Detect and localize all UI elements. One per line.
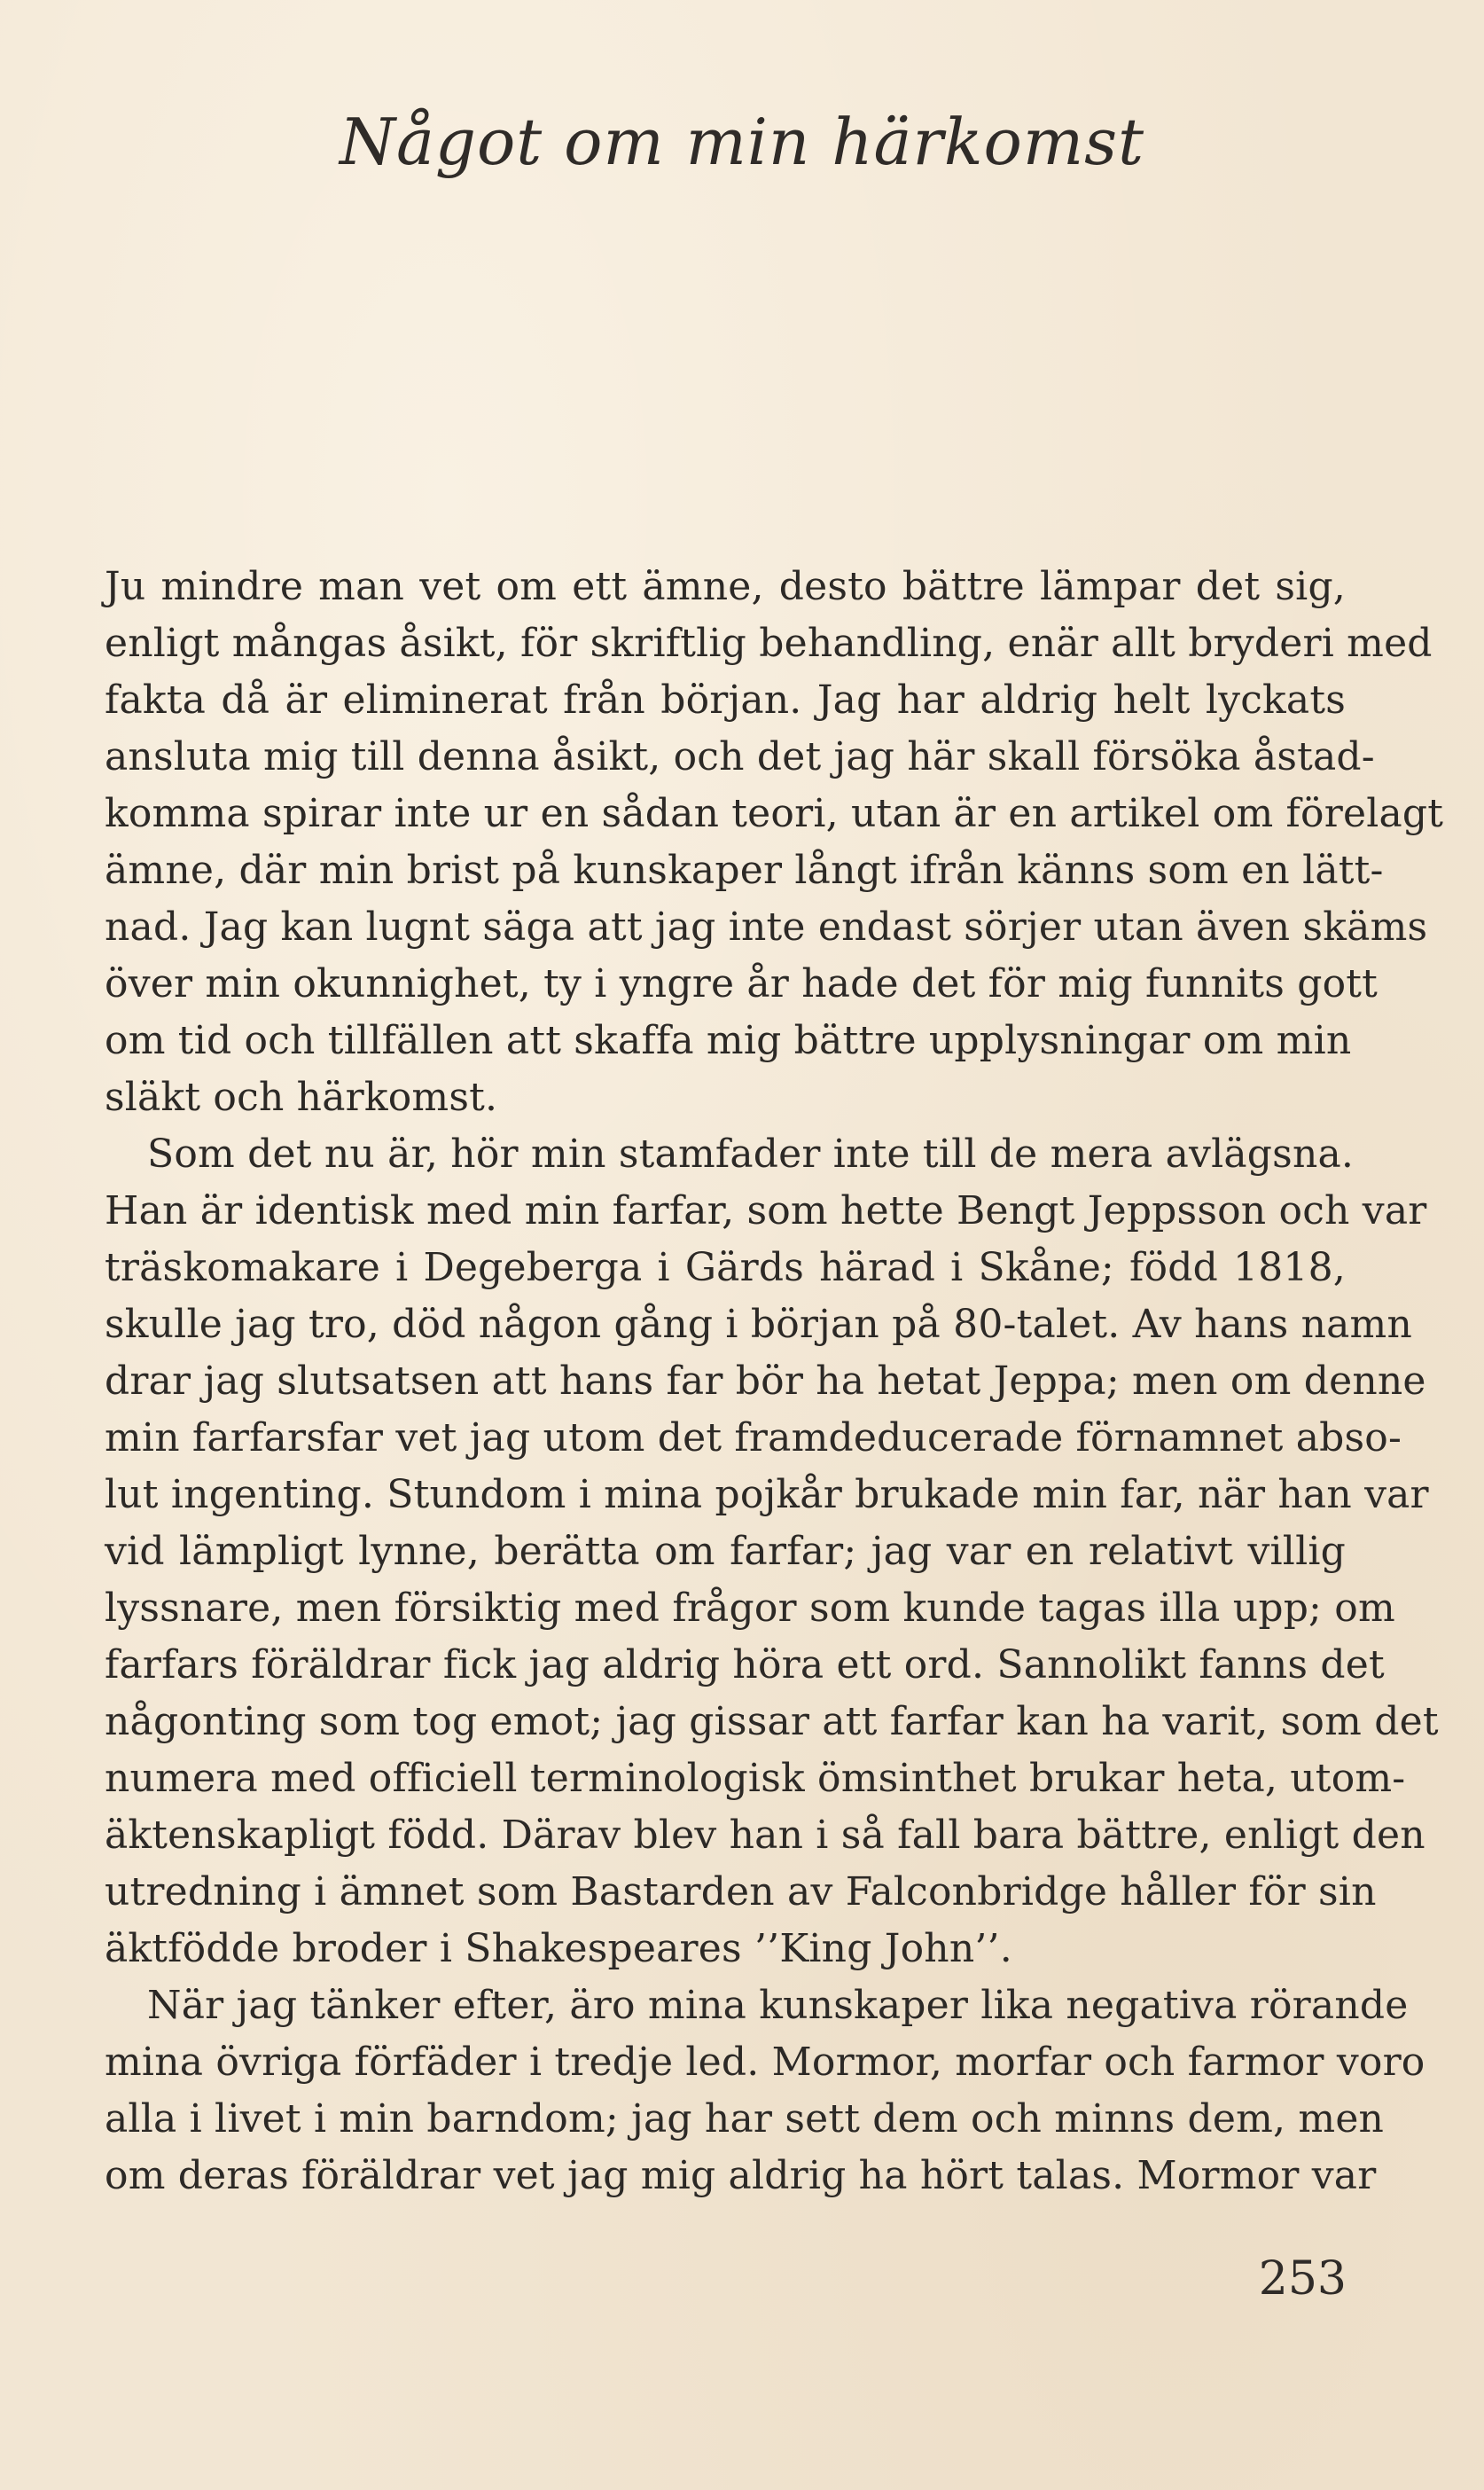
- text-line: över min okunnighet, ty i yngre år hade det för mig funnits gott: [105, 961, 1379, 1006]
- text-line: vid lämpligt lynne, berätta om farfar; jag var en relativt villig: [105, 1529, 1346, 1574]
- text-line: min farfarsfar vet jag utom det framdeducerade förnamnet abso-: [105, 1415, 1402, 1460]
- text-line: ämne, där min brist på kunskaper långt ifrån känns som en lätt-: [105, 848, 1384, 893]
- text-line: släkt och härkomst.: [105, 1075, 498, 1120]
- text-line: lyssnare, men försiktig med frågor som kunde tagas illa upp; om: [105, 1586, 1395, 1631]
- text-line: mina övriga förfäder i tredje led. Mormor, morfar och farmor voro: [105, 2040, 1425, 2085]
- text-line: om deras föräldrar vet jag mig aldrig ha hört talas. Mormor var: [105, 2153, 1377, 2198]
- text-line: alla i livet i min barndom; jag har sett dem och minns dem, men: [105, 2096, 1385, 2142]
- chapter-title: Något om min härkomst: [339, 105, 1145, 179]
- text-line: När jag tänker efter, äro mina kunskaper lika negativa rörande: [147, 1983, 1409, 2028]
- text-line: drar jag slutsatsen att hans far bör ha hetat Jeppa; men om denne: [105, 1359, 1426, 1404]
- body-text: [105, 559, 1444, 2204]
- text-line: fakta då är eliminerat från början. Jag har aldrig helt lyckats: [105, 677, 1346, 723]
- text-line: farfars föräldrar fick jag aldrig höra ett ord. Sannolikt fanns det: [105, 1642, 1385, 1687]
- text-line: någonting som tog emot; jag gissar att farfar kan ha varit, som det: [105, 1699, 1439, 1744]
- text-line: utredning i ämnet som Bastarden av Falconbridge håller för sin: [105, 1869, 1377, 1914]
- text-line: äktenskapligt född. Därav blev han i så fall bara bättre, enligt den: [105, 1813, 1425, 1858]
- text-line: nad. Jag kan lugnt säga att jag inte endast sörjer utan även skäms: [105, 904, 1428, 950]
- text-line: om tid och tillfällen att skaffa mig bättre upplysningar om min: [105, 1018, 1352, 1063]
- text-line: äktfödde broder i Shakespeares ’’King John’’.: [105, 1926, 1012, 1971]
- text-line: enligt mångas åsikt, för skriftlig behandling, enär allt bryderi med: [105, 621, 1433, 666]
- text-line: Som det nu är, hör min stamfader inte till de mera avlägsna.: [147, 1131, 1355, 1177]
- text-line: Han är identisk med min farfar, som hette Bengt Jeppsson och var: [105, 1188, 1427, 1233]
- text-line: ansluta mig till denna åsikt, och det jag här skall försöka åstad-: [105, 734, 1375, 779]
- text-line: lut ingenting. Stundom i mina pojkår brukade min far, när han var: [105, 1472, 1429, 1517]
- text-line: skulle jag tro, död någon gång i början på 80-talet. Av hans namn: [105, 1302, 1413, 1347]
- text-line: numera med officiell terminologisk ömsinthet brukar heta, utom-: [105, 1756, 1406, 1801]
- text-line: komma spirar inte ur en sådan teori, utan är en artikel om förelagt: [105, 791, 1444, 836]
- text-line: Ju mindre man vet om ett ämne, desto bättre lämpar det sig,: [105, 564, 1346, 609]
- text-line: träskomakare i Degeberga i Gärds härad i Skåne; född 1818,: [105, 1245, 1346, 1290]
- page-number: 253: [1258, 2252, 1347, 2306]
